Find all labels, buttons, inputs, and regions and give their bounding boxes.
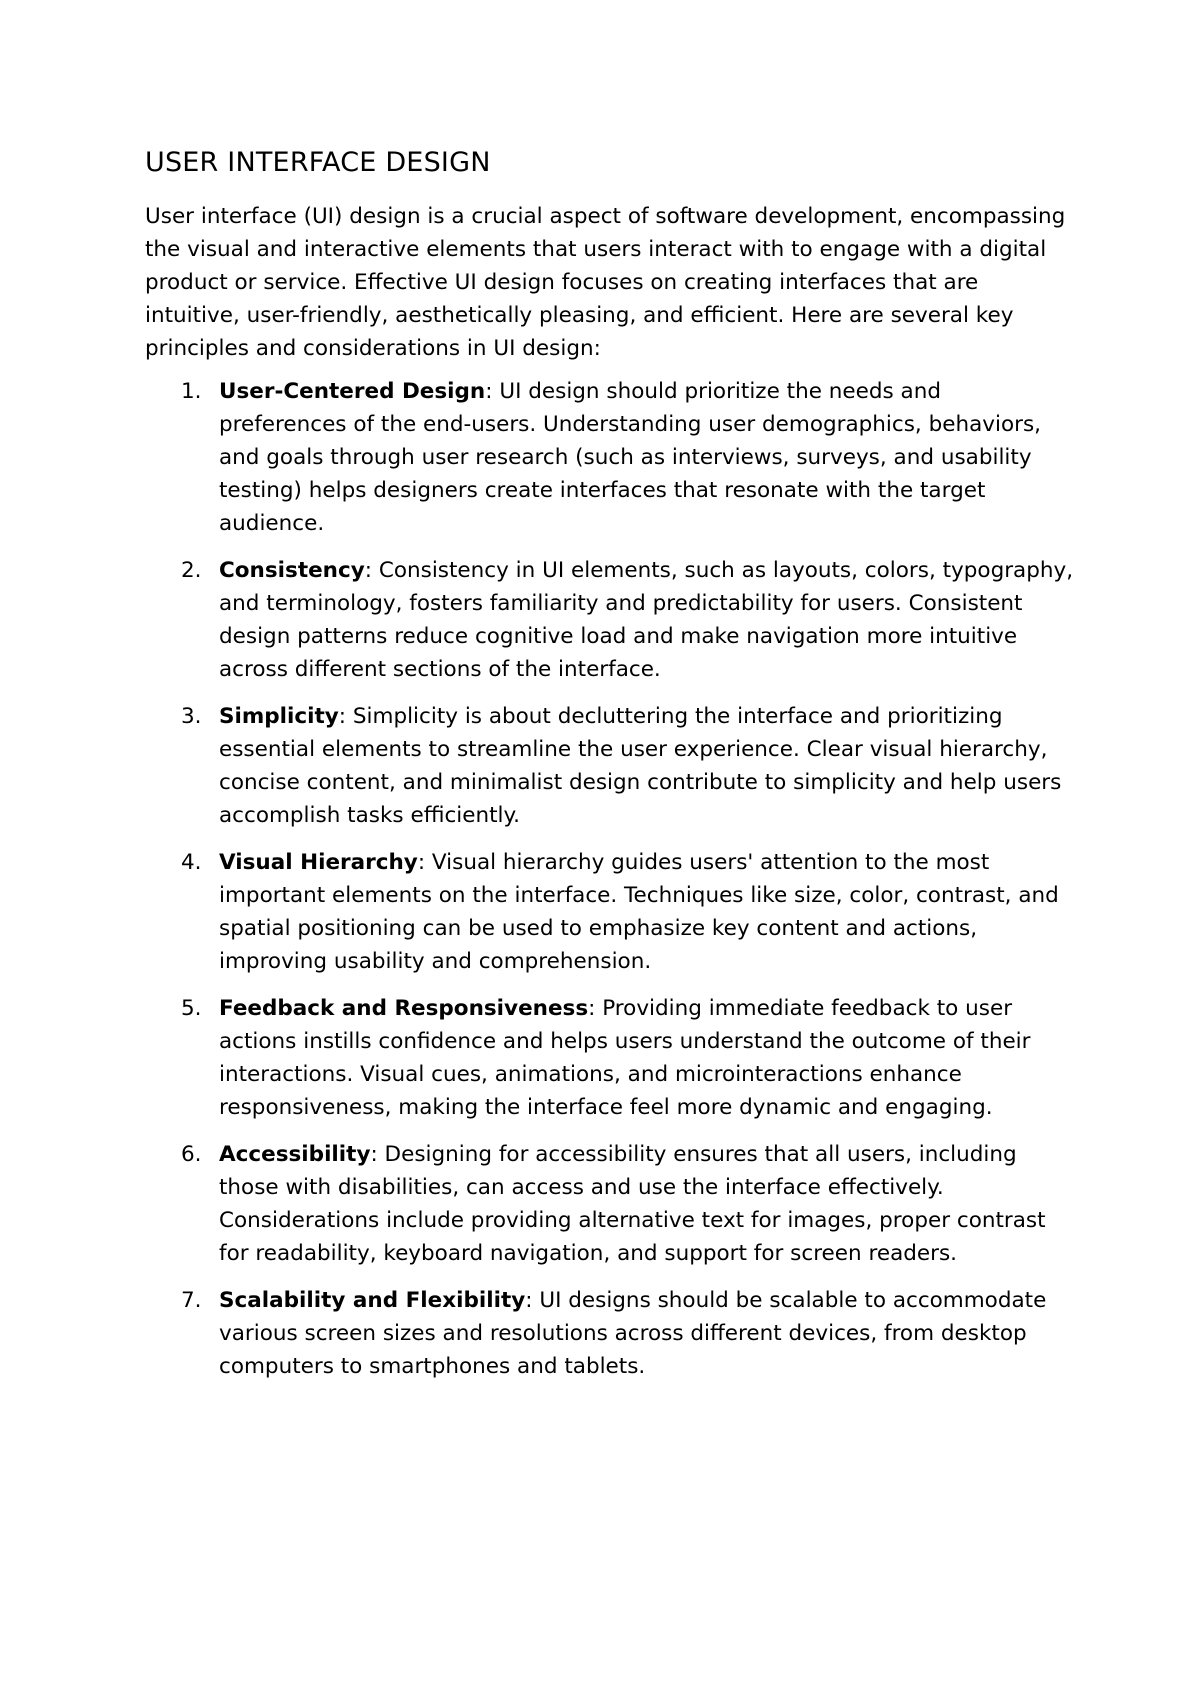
principle-text: : UI designs should be scalable to accommodate various screen sizes and resolutions across different devices, from desktop computers to smartphones and tablets. — [219, 1288, 1047, 1380]
list-item — [145, 846, 1075, 978]
principle-term: Consistency — [219, 558, 365, 584]
list-number: 7. — [181, 1288, 202, 1314]
principle-text: : Providing immediate feedback to user actions instills confidence and helps users understand the outcome of their interactions. Visual cues, animations, and microinteractions enhance responsiveness, making the interface feel more dynamic and engaging. — [219, 996, 1031, 1121]
list-item — [145, 1138, 1075, 1270]
list-number: 2. — [181, 558, 202, 584]
principle-term: Accessibility — [219, 1142, 371, 1168]
document-page — [145, 145, 1075, 1397]
principle-text: : Simplicity is about decluttering the interface and prioritizing essential elements to streamline the user experience. Clear visual hierarchy, concise content, and minimalist design contribute to simplicity and help users accomplish tasks efficiently. — [219, 704, 1062, 829]
list-number: 5. — [181, 996, 202, 1022]
principle-term: User-Centered Design — [219, 379, 486, 405]
list-item — [145, 992, 1075, 1124]
list-number: 6. — [181, 1142, 202, 1168]
principle-term: Visual Hierarchy — [219, 850, 418, 876]
document-title: USER INTERFACE DESIGN — [145, 147, 491, 178]
principle-term: Scalability and Flexibility — [219, 1288, 526, 1314]
list-item — [145, 700, 1075, 832]
principle-term: Simplicity — [219, 704, 339, 730]
list-number: 4. — [181, 850, 202, 876]
principle-term: Feedback and Responsiveness — [219, 996, 589, 1022]
list-number: 3. — [181, 704, 202, 730]
principle-text: : Designing for accessibility ensures that all users, including those with disabilities, can access and use the interface effectively. Considerations include providing alternative text for images, proper contrast for readability, keyboard navigation, and support for screen readers. — [219, 1142, 1046, 1267]
list-item — [145, 375, 1075, 540]
principle-text: : Consistency in UI elements, such as layouts, colors, typography, and terminology, fosters familiarity and predictability for users. Consistent design patterns reduce cognitive load and make navigation more intuitive across different sections of the interface. — [219, 558, 1074, 683]
list-number: 1. — [181, 379, 202, 405]
list-item — [145, 554, 1075, 686]
list-item — [145, 1284, 1075, 1383]
intro-paragraph: User interface (UI) design is a crucial aspect of software development, encompassing the visual and interactive elements that users interact with to engage with a digital product or service. Effective UI design focuses on creating interfaces that are intuitive, user-friendly, aesthetically pleasing, and efficient. Here are several key principles and considerations in UI design: — [145, 204, 1066, 362]
principle-text: : Visual hierarchy guides users' attention to the most important elements on the interface. Techniques like size, color, contrast, and spatial positioning can be used to emphasize key content and actions, improving usability and comprehension. — [219, 850, 1059, 975]
principle-text: : UI design should prioritize the needs and preferences of the end-users. Understanding user demographics, behaviors, and goals through user research (such as interviews, surveys, and usability testing) helps designers create interfaces that resonate with the target audience. — [219, 379, 1041, 537]
principles-list — [145, 375, 1075, 1383]
